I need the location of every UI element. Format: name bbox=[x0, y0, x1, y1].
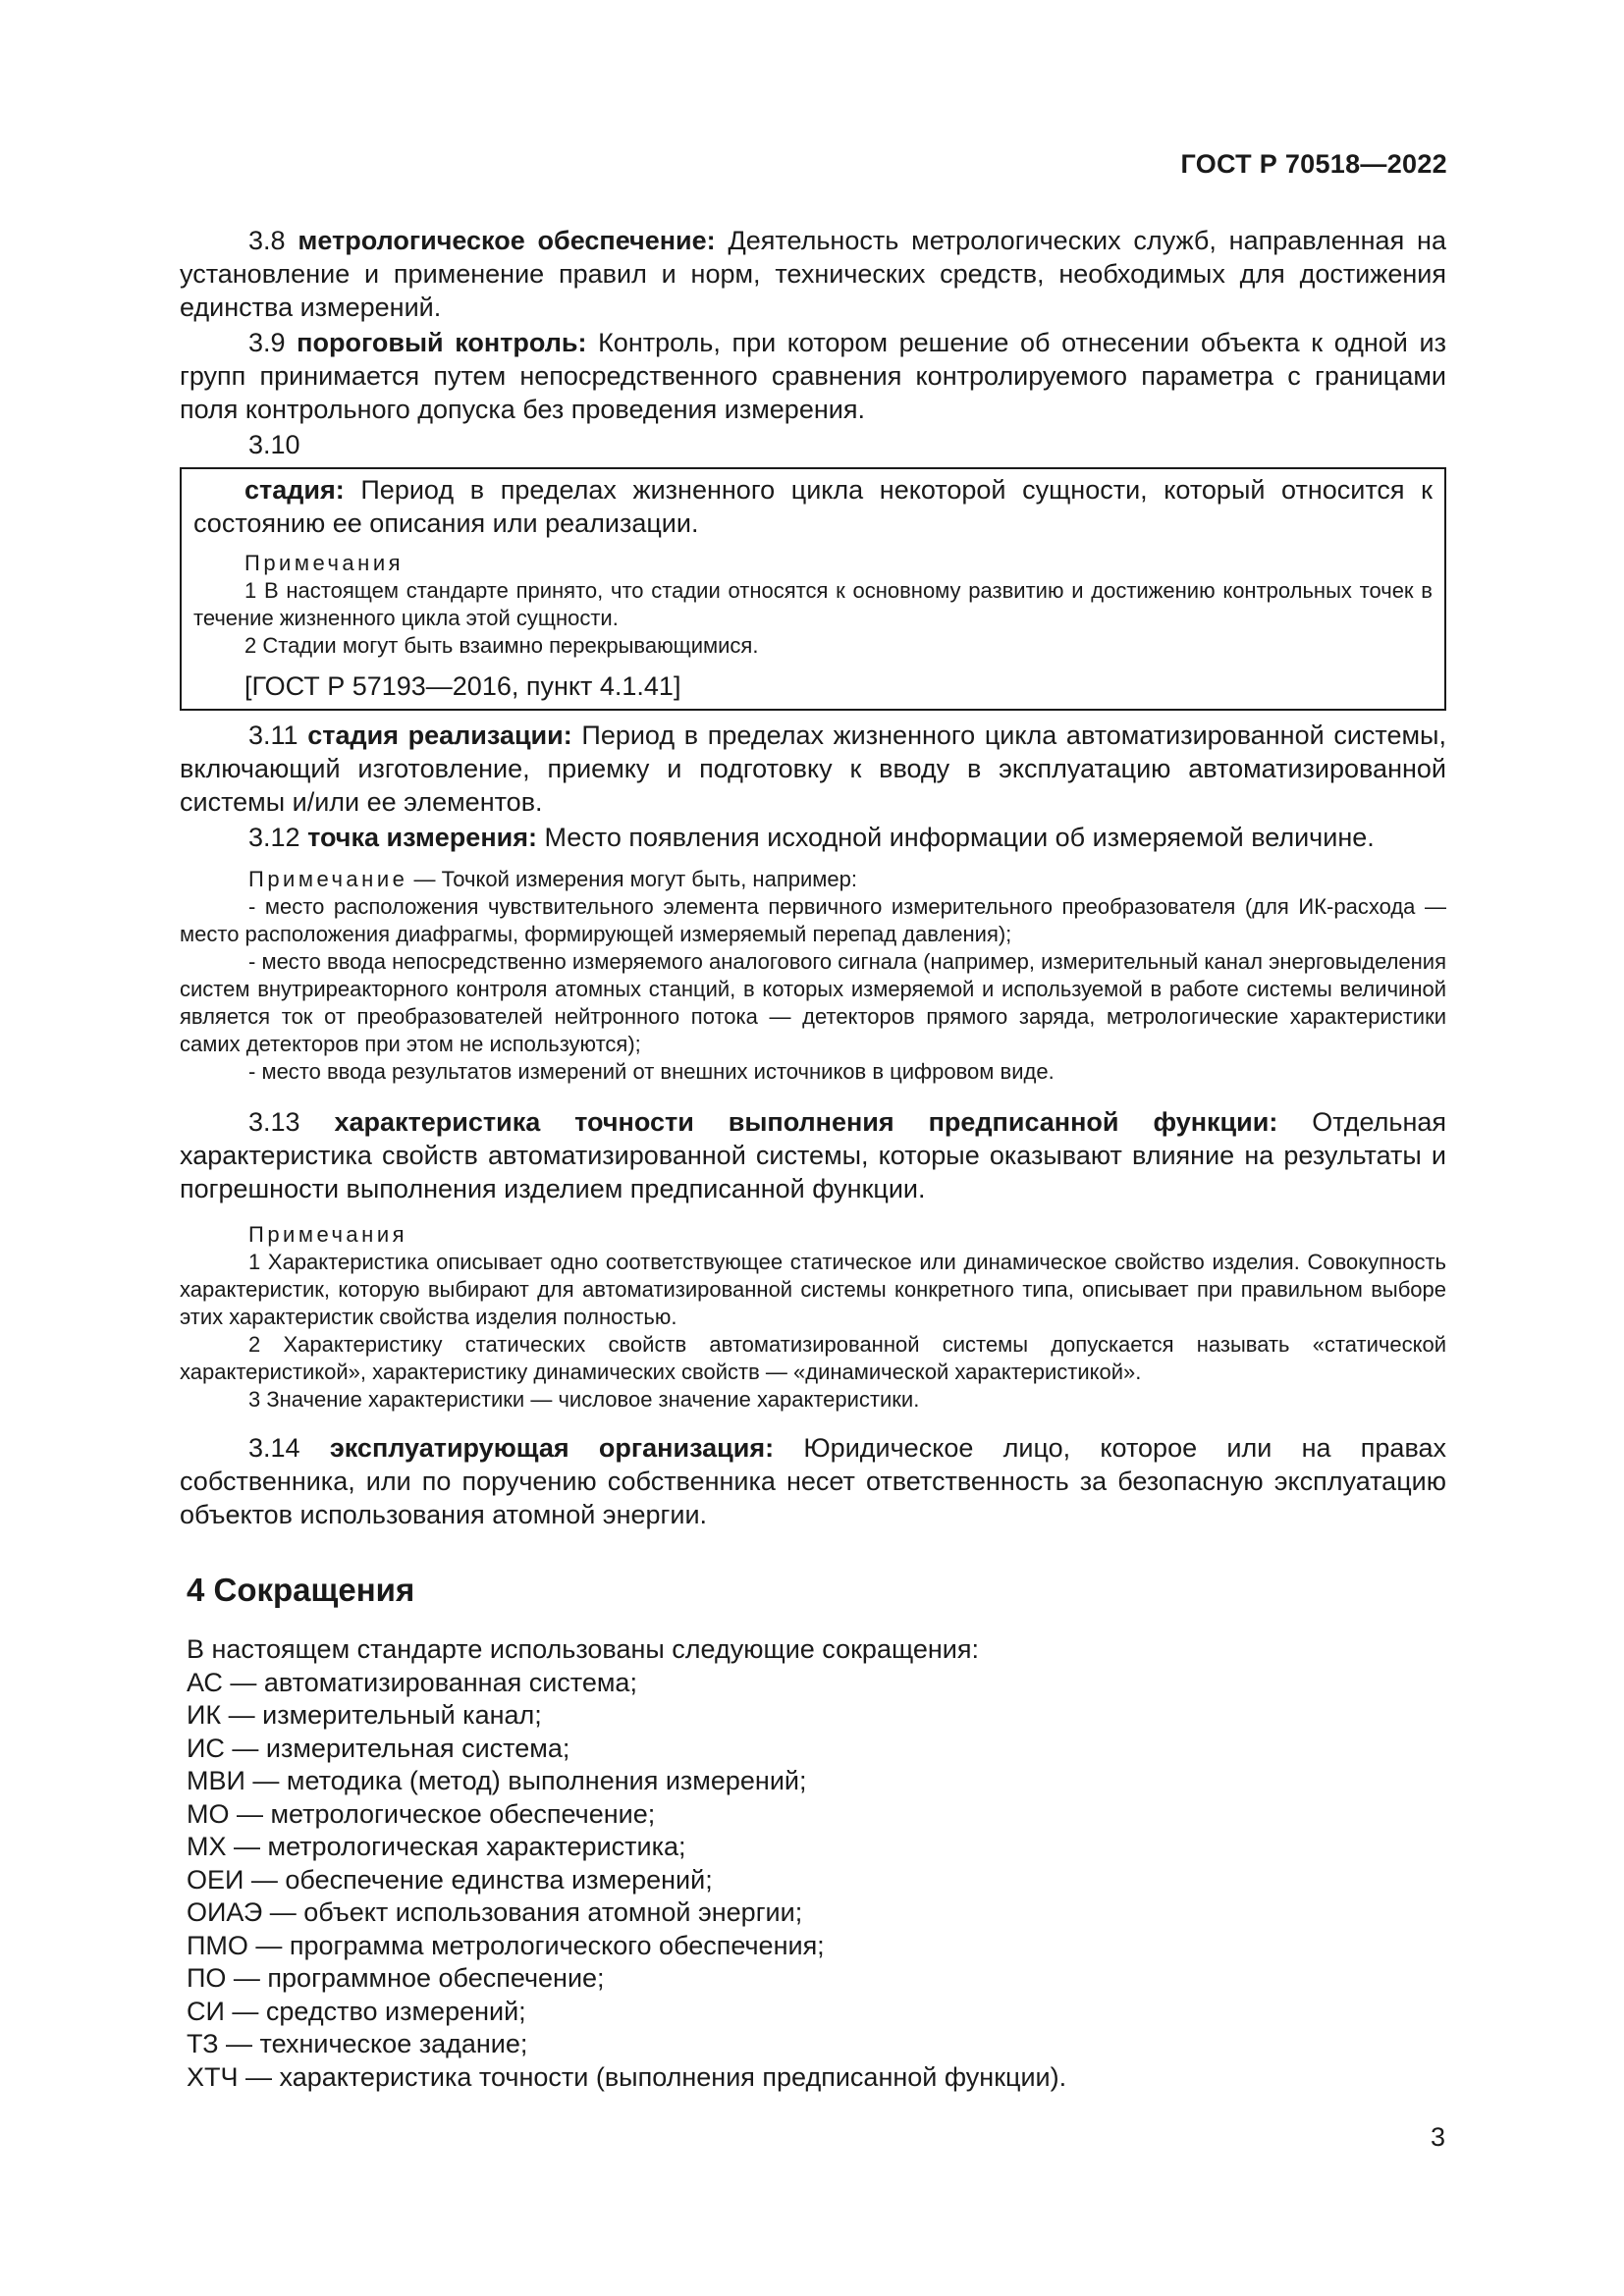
abbreviation-item: МО — метрологическое обеспечение; bbox=[187, 1798, 656, 1829]
notes-heading: Примечания bbox=[244, 551, 405, 575]
term-name: эксплуатирующая организация: bbox=[329, 1433, 775, 1463]
abbreviation-item: СИ — средство измерений; bbox=[187, 1996, 526, 2026]
term-name: пороговый контроль: bbox=[297, 328, 587, 357]
note-lead: — Точкой измерения могут быть, например: bbox=[407, 867, 857, 891]
abbreviation-item: АС — автоматизированная система; bbox=[187, 1667, 637, 1697]
term-name: точка измерения: bbox=[307, 823, 537, 852]
term-3-10-number bbox=[180, 428, 1446, 461]
term-3-10 bbox=[193, 473, 1433, 540]
term-3-8 bbox=[180, 224, 1446, 324]
note-1: 1 Характеристика описывает одно соответствующее статическое или динамическое свойство изделия. Совокупность характеристик, которую выбирают для автоматизированной системы конкретного типа, описывает при правильном выборе этих характеристик свойства изделия полностью. bbox=[180, 1250, 1446, 1329]
term-definition: Контроль, при котором решение об отнесении объекта к одной из групп принимается путем непосредственного сравнения контролируемого параметра с границами поля контрольного допуска без проведения измерения. bbox=[180, 328, 1446, 424]
term-definition: Место появления исходной информации об измеряемой величине. bbox=[544, 823, 1375, 852]
term-number: 3.14 bbox=[248, 1433, 300, 1463]
abbreviation-item: МВИ — методика (метод) выполнения измерений; bbox=[187, 1766, 807, 1795]
term-definition: Период в пределах жизненного цикла автоматизированной системы, включающий изготовление, приемку и подготовку к вводу в эксплуатацию автоматизированной системы и/или ее элементов. bbox=[180, 721, 1446, 817]
note-2: 2 Стадии могут быть взаимно перекрывающимися. bbox=[244, 633, 759, 658]
term-number: 3.8 bbox=[248, 226, 286, 255]
notes-3-12 bbox=[180, 866, 1446, 1086]
term-number: 3.10 bbox=[248, 430, 300, 459]
note-1: 1 В настоящем стандарте принято, что стадии относятся к основному развитию и достижению контрольных точек в течение жизненного цикла этой сущности. bbox=[193, 578, 1433, 630]
term-definition: Юридическое лицо, которое или на правах собственника, или по поручению собственника несет ответственность за безопасную эксплуатацию объектов использования атомной энергии. bbox=[180, 1433, 1446, 1529]
term-3-11 bbox=[180, 719, 1446, 819]
notes-heading: Примечания bbox=[248, 1222, 408, 1247]
abbreviation-item: ИК — измерительный канал; bbox=[187, 1700, 542, 1730]
abbreviation-item: ПО — программное обеспечение; bbox=[187, 1963, 605, 1993]
note-title: Примечание bbox=[248, 867, 408, 891]
abbreviation-item: ОЕИ — обеспечение единства измерений; bbox=[187, 1864, 713, 1895]
term-definition: Деятельность метрологических служб, направленная на установление и применение правил и норм, технических средств, необходимых для достижения единства измерений. bbox=[180, 226, 1446, 322]
section-heading: 4 Сокращения bbox=[187, 1572, 415, 1608]
term-number: 3.12 bbox=[248, 823, 300, 852]
note-heading-line bbox=[180, 866, 1446, 893]
term-definition: Отдельная характеристика свойств автоматизированной системы, которые оказывают влияние на результаты и погрешности выполнения изделием предписанной функции. bbox=[180, 1107, 1446, 1203]
note-item-3: - место ввода результатов измерений от внешних источников в цифровом виде. bbox=[248, 1059, 1055, 1084]
quoted-term-box bbox=[180, 467, 1446, 711]
note-item-2: - место ввода непосредственно измеряемого аналогового сигнала (например, измерительный канал энерговыделения систем внутриреакторного контроля атомных станций, в которых измеряемой и используемой в работе системы величиной является ток от преобразователей нейтронного потока — детекторов прямого заряда, метрологические характеристики самих детекторов при этом не используются); bbox=[180, 949, 1446, 1056]
abbreviations-intro: В настоящем стандарте использованы следующие сокращения: bbox=[187, 1634, 980, 1664]
abbreviation-item: ОИАЭ — объект использования атомной энергии; bbox=[187, 1897, 803, 1927]
abbreviation-item: ПМО — программа метрологического обеспечения; bbox=[187, 1930, 825, 1960]
term-name: стадия реализации: bbox=[307, 721, 572, 750]
note-3: 3 Значение характеристики — числовое значение характеристики. bbox=[248, 1387, 920, 1412]
notes-3-13 bbox=[180, 1221, 1446, 1414]
term-3-13 bbox=[180, 1105, 1446, 1205]
term-number: 3.11 bbox=[248, 721, 298, 750]
term-3-12 bbox=[180, 821, 1446, 854]
term-number: 3.9 bbox=[248, 328, 286, 357]
abbreviation-item: ТЗ — техническое задание; bbox=[187, 2029, 528, 2058]
term-number: 3.13 bbox=[248, 1107, 300, 1137]
abbreviations-list bbox=[180, 1667, 1446, 2095]
abbreviation-item: МХ — метрологическая характеристика; bbox=[187, 1832, 686, 1861]
page-content bbox=[180, 224, 1446, 2094]
note-item-1: - место расположения чувствительного элемента первичного измерительного преобразователя (для ИК-расхода — место расположения диафрагмы, формирующей измеряемый перепад давления); bbox=[180, 894, 1446, 946]
document-header: ГОСТ Р 70518—2022 bbox=[1180, 149, 1447, 179]
abbreviation-item: ХТЧ — характеристика точности (выполнения предписанной функции). bbox=[187, 2061, 1067, 2092]
term-name: метрологическое обеспечение: bbox=[298, 226, 716, 255]
term-name: стадия: bbox=[244, 475, 345, 505]
source-reference: [ГОСТ Р 57193—2016, пункт 4.1.41] bbox=[244, 671, 681, 701]
abbreviation-item: ИС — измерительная система; bbox=[187, 1733, 570, 1763]
page-number: 3 bbox=[1430, 2122, 1445, 2152]
term-3-9 bbox=[180, 326, 1446, 426]
term-name: характеристика точности выполнения предписанной функции: bbox=[334, 1107, 1278, 1137]
note-2: 2 Характеристику статических свойств автоматизированной системы допускается называть «статической характеристикой», характеристику динамических свойств — «динамической характеристикой». bbox=[180, 1332, 1446, 1384]
term-3-14 bbox=[180, 1431, 1446, 1531]
term-definition: Период в пределах жизненного цикла некоторой сущности, который относится к состоянию ее описания или реализации. bbox=[193, 475, 1433, 538]
